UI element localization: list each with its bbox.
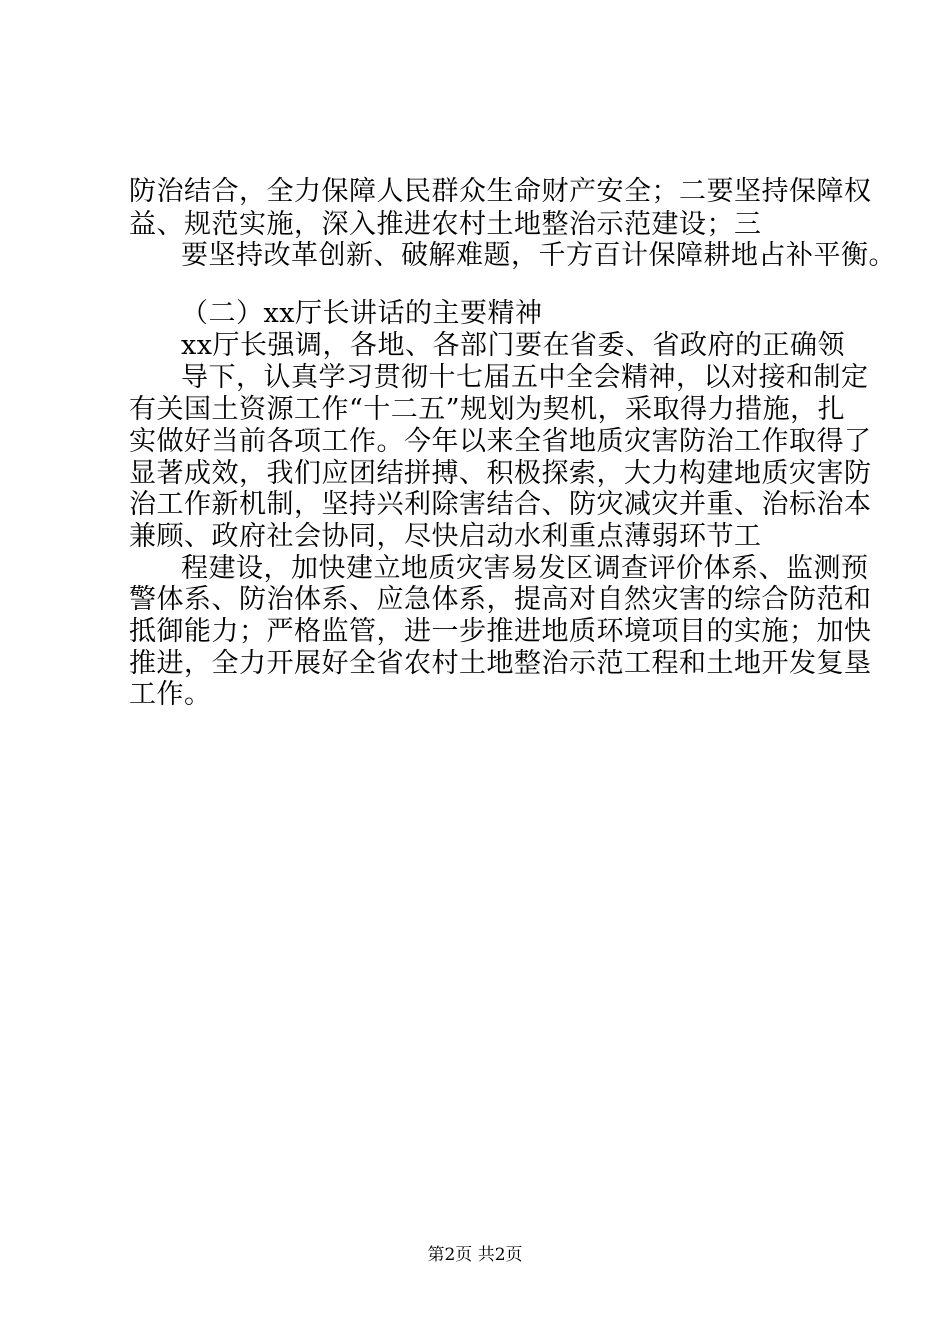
text-line: 实做好当前各项工作。今年以来全省地质灾害防治工作取得了	[129, 426, 872, 457]
text-line: 工作。	[129, 679, 212, 710]
text-line: xx厅长强调，各地、各部门要在省委、省政府的正确领	[181, 330, 845, 361]
text-line: 益、规范实施，深入推进农村土地整治示范建设；三	[129, 209, 762, 240]
text-line: 治工作新机制，坚持兴利除害结合、防灾减灾并重、治标治本	[129, 489, 872, 520]
text-line: 防治结合，全力保障人民群众生命财产安全；二要坚持保障权	[129, 176, 872, 207]
text-line: 程建设，加快建立地质灾害易发区调查评价体系、监测预	[181, 553, 869, 584]
section-heading: （二）xx厅长讲话的主要精神	[181, 298, 543, 329]
text-line: 警体系、防治体系、应急体系，提高对自然灾害的综合防范和	[129, 584, 872, 615]
text-line: 有关国土资源工作“十二五”规划为契机，采取得力措施，扎	[129, 394, 846, 425]
page-footer: 第2页 共2页	[427, 1245, 523, 1265]
text-line: 抵御能力；严格监管，进一步推进地质环境项目的实施；加快	[129, 616, 872, 647]
text-line: 显著成效，我们应团结拼搏、积极探索，大力构建地质灾害防	[129, 458, 872, 489]
text-line: 要坚持改革创新、破解难题，千方百计保障耕地占补平衡。	[181, 240, 896, 271]
text-line: 推进，全力开展好全省农村土地整治示范工程和土地开发复垦	[129, 648, 872, 679]
text-line: 导下，认真学习贯彻十七届五中全会精神，以对接和制定	[181, 362, 869, 393]
text-line: 兼顾、政府社会协同，尽快启动水利重点薄弱环节工	[129, 521, 762, 552]
